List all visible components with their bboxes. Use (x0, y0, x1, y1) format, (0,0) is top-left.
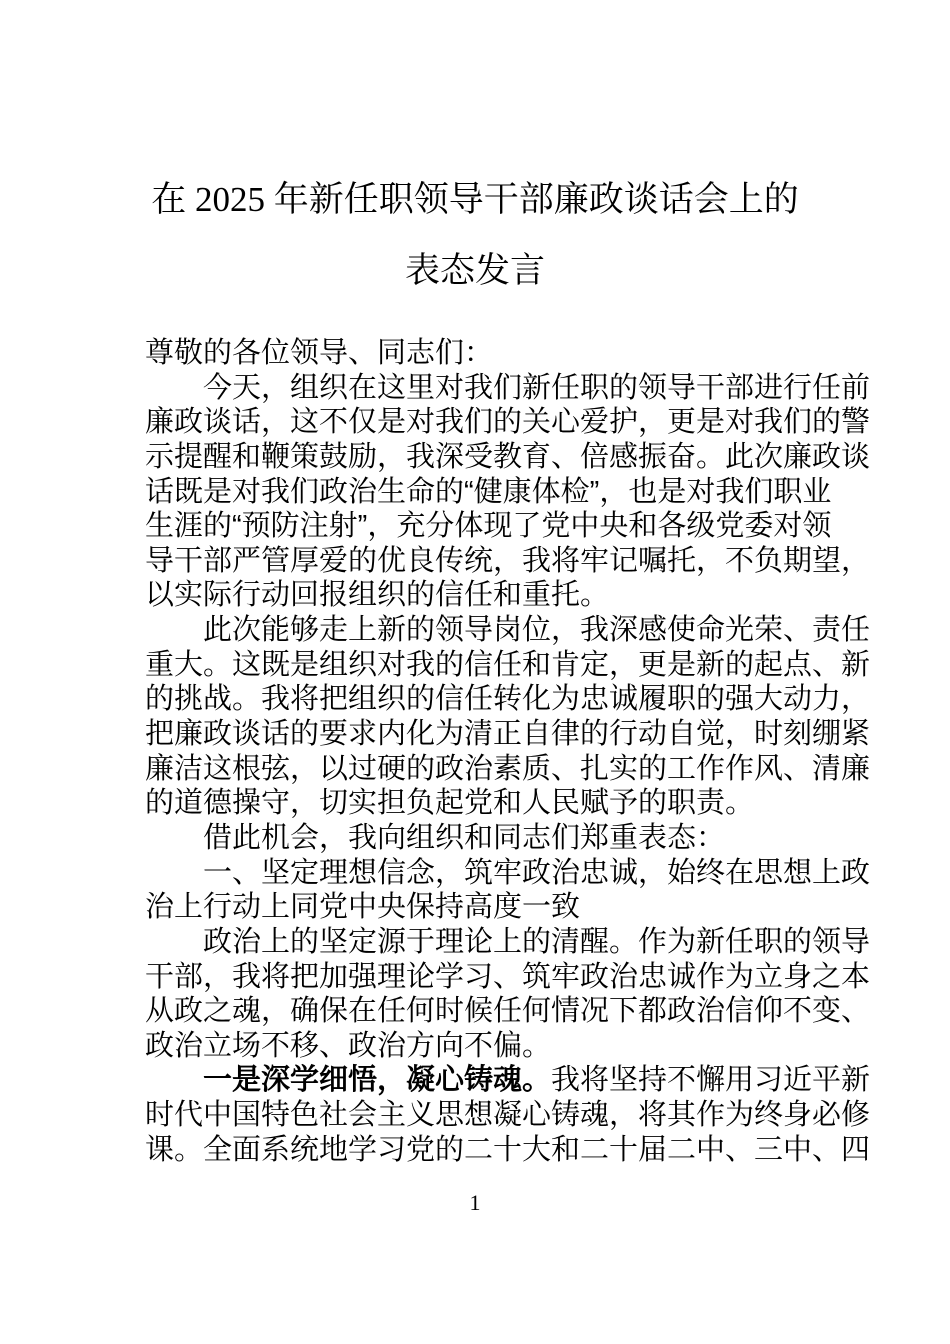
salutation: 尊敬的各位领导、同志们： (145, 337, 494, 369)
text-line: 重大。这既是组织对我的信任和肯定，更是新的起点、新 (145, 648, 871, 681)
text-line: 的道德操守，切实担负起党和人民赋予的职责。 (145, 787, 755, 820)
bold-lead: 一是深学细悟，凝心铸魂。 (203, 1064, 552, 1097)
section-heading-line: 治上行动上同党中央保持高度一致 (145, 891, 581, 924)
text-line: 今天，组织在这里对我们新任职的领导干部进行任前 (203, 371, 871, 404)
document-body (145, 336, 871, 1167)
text-line: 的挑战。我将把组织的信任转化为忠诚履职的强大动力， (145, 683, 871, 716)
text-line: 导干部严管厚爱的优良传统，我将牢记嘱托，不负期望， (145, 544, 871, 577)
section-heading-line: 一、坚定理想信念，筑牢政治忠诚，始终在思想上政 (203, 856, 871, 889)
text-line: 政治立场不移、政治方向不偏。 (145, 1029, 552, 1062)
text-line: 借此机会，我向组织和同志们郑重表态： (203, 821, 726, 854)
text-line-with-bold-lead (145, 1063, 871, 1098)
text-line: 生涯的“预防注射”，充分体现了党中央和各级党委对领 (145, 510, 832, 543)
text-line: 时代中国特色社会主义思想凝心铸魂，将其作为终身必修 (145, 1099, 871, 1132)
text-line: 此次能够走上新的领导岗位，我深感使命光荣、责任 (203, 614, 871, 647)
text-line: 干部，我将把加强理论学习、筑牢政治忠诚作为立身之本 (145, 960, 871, 993)
text-line: 从政之魂，确保在任何时候任何情况下都政治信仰不变、 (145, 995, 871, 1028)
page-number: 1 (469, 1190, 481, 1215)
text-line: 话既是对我们政治生命的“健康体检”，也是对我们职业 (145, 475, 832, 508)
text-line: 政治上的坚定源于理论上的清醒。作为新任职的领导 (203, 925, 871, 958)
document-title-line-2: 表态发言 (404, 251, 545, 290)
text-line: 示提醒和鞭策鼓励，我深受教育、倍感振奋。此次廉政谈 (145, 440, 871, 473)
text-line: 课。全面系统地学习党的二十大和二十届二中、三中、四 (145, 1133, 871, 1166)
text-line: 把廉政谈话的要求内化为清正自律的行动自觉，时刻绷紧 (145, 718, 871, 751)
text-line: 廉政谈话，这不仅是对我们的关心爱护，更是对我们的警 (145, 406, 871, 439)
text-rest: 我将坚持不懈用习近平新 (551, 1064, 871, 1097)
text-line: 廉洁这根弦，以过硬的政治素质、扎实的工作作风、清廉 (145, 752, 871, 785)
document-title-line-1: 在 2025 年新任职领导干部廉政谈话会上的 (151, 180, 799, 219)
text-line: 以实际行动回报组织的信任和重托。 (145, 579, 610, 612)
